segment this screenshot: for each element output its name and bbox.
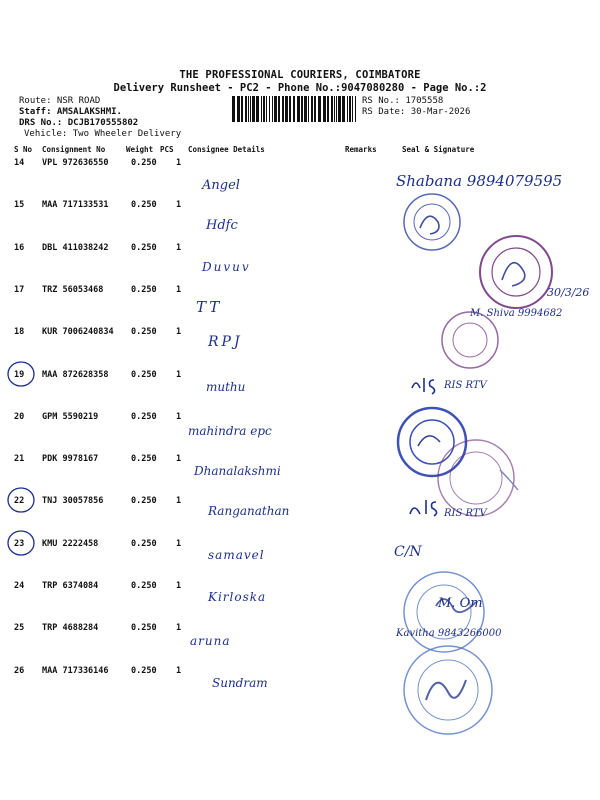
row-pcs: 1 [176,581,182,591]
handwritten-signature-18: M. Shiva 9994682 [470,308,563,319]
row-weight: 0.250 [131,665,157,676]
document-title: THE PROFESSIONAL COURIERS, COIMBATORE [179,69,421,81]
row-pcs: 1 [176,454,182,465]
row-sno: 23 [14,538,25,549]
handwritten-consignee-19: muthu [206,380,246,394]
vehicle-label: Vehicle: Two Wheeler Delivery [24,129,182,139]
row-weight: 0.250 [131,454,157,465]
handwritten-consignee-14: Angel [202,178,240,193]
rs-date: RS Date: 30-Mar-2026 [362,107,471,117]
row-consignment-no: MAA 717133531 [42,200,109,211]
circle-mark-19 [8,362,34,386]
handwritten-consignee-23: samavel [208,548,265,562]
row-weight: 0.250 [131,200,157,211]
route-label: Route: NSR ROAD [19,96,101,106]
row-pcs: 1 [176,623,182,634]
row-sno: 25 [14,623,25,634]
handwritten-signature-24: M. Om [438,596,483,611]
row-weight: 0.250 [131,369,157,380]
row-consignment-no: TNJ 30057856 [42,496,104,507]
row-sno: 24 [14,581,25,591]
row-pcs: 1 [176,538,182,549]
stamp-electric-company [404,572,484,652]
row-sno: 16 [14,242,25,253]
row-weight: 0.250 [131,242,157,253]
row-pcs: 1 [176,284,182,295]
row-consignment-no: MAA 717336146 [42,665,109,676]
stamp-seal-3 [438,440,518,516]
row-sno: 15 [14,200,25,211]
handwritten-signature-17: 30/3/26 [547,286,590,299]
row-consignment-no: PDK 9978167 [42,454,99,465]
staff-label: Staff: AMSALAKSHMI. [19,107,122,117]
row-weight: 0.250 [131,496,157,507]
handwritten-consignee-24: Kirloska [208,590,267,604]
handwritten-consignee-22: Ranganathan [208,504,290,518]
row-pcs: 1 [176,496,182,507]
rs-number: RS No.: 1705558 [362,96,444,106]
row-pcs: 1 [176,665,182,676]
handwritten-consignee-16: Duvuv [202,260,251,274]
document-subtitle: Delivery Runsheet - PC2 - Phone No.:9047080280 - Page No.:2 [113,82,487,94]
row-consignment-no: TRP 4688284 [42,623,99,634]
col-weight: Weight [126,145,154,154]
row-consignment-no: GPM 5590219 [42,411,99,422]
row-weight: 0.250 [131,327,157,338]
row-weight: 0.250 [131,284,157,295]
row-pcs: 1 [176,200,182,211]
col-remarks: Remarks [345,145,377,154]
row-weight: 0.250 [131,411,157,422]
row-sno: 17 [14,284,25,295]
circle-mark-22 [8,488,34,512]
drs-label: DRS No.: DCJB170555802 [19,118,139,128]
col-consignment: Consignment No [42,145,106,154]
row-weight: 0.250 [131,581,157,591]
stamp-seal-2 [442,312,498,368]
handwritten-consignee-26: Sundram [212,676,268,690]
col-pcs: PCS [160,145,174,154]
row-consignment-no: TRP 6374084 [42,581,99,591]
row-sno: 18 [14,327,25,338]
stamp-mahindra [398,408,466,476]
handwritten-signature-25: Kavitha 9843266000 [396,628,502,639]
row-pcs: 1 [176,411,182,422]
row-consignment-no: TRZ 56053468 [42,284,104,295]
row-pcs: 1 [176,158,182,168]
stamp-duruv-ventures [480,236,552,308]
handwritten-consignee-18: RPJ [208,334,243,350]
row-weight: 0.250 [131,623,157,634]
row-pcs: 1 [176,327,182,338]
row-sno: 21 [14,454,25,465]
row-sno: 22 [14,496,25,507]
col-seal-signature: Seal & Signature [402,145,475,154]
row-consignment-no: KMU 2222458 [42,538,99,549]
row-sno: 19 [14,369,25,380]
handwritten-signature-23: C/N [394,544,422,560]
stamp-seal-1 [404,194,460,250]
handwritten-consignee-20: mahindra epc [188,424,272,438]
handwritten-consignee-15: Hdfc [206,218,238,233]
row-weight: 0.250 [131,538,157,549]
row-pcs: 1 [176,242,182,253]
circle-mark-23 [8,531,34,555]
row-sno: 14 [14,158,25,168]
row-sno: 20 [14,411,25,422]
stamp-seal-4 [404,646,492,734]
row-consignment-no: MAA 872628358 [42,369,109,380]
row-sno: 26 [14,665,25,676]
handwritten-consignee-21: Dhanalakshmi [194,464,281,478]
handwritten-signature-14: Shabana 9894079595 [396,172,563,190]
col-consignee: Consignee Details [188,145,265,154]
col-sno: S No [14,145,33,154]
row-weight: 0.250 [131,158,157,168]
row-pcs: 1 [176,369,182,380]
handwritten-consignee-17: TT [196,298,223,316]
row-consignment-no: KUR 7006240834 [42,327,114,338]
row-consignment-no: DBL 411038242 [42,242,109,253]
row-consignment-no: VPL 972636550 [42,158,109,168]
handwritten-consignee-25: aruna [190,634,231,648]
handwritten-signature-22: RIS RTV [444,508,487,519]
handwritten-signature-19: RIS RTV [444,380,487,391]
